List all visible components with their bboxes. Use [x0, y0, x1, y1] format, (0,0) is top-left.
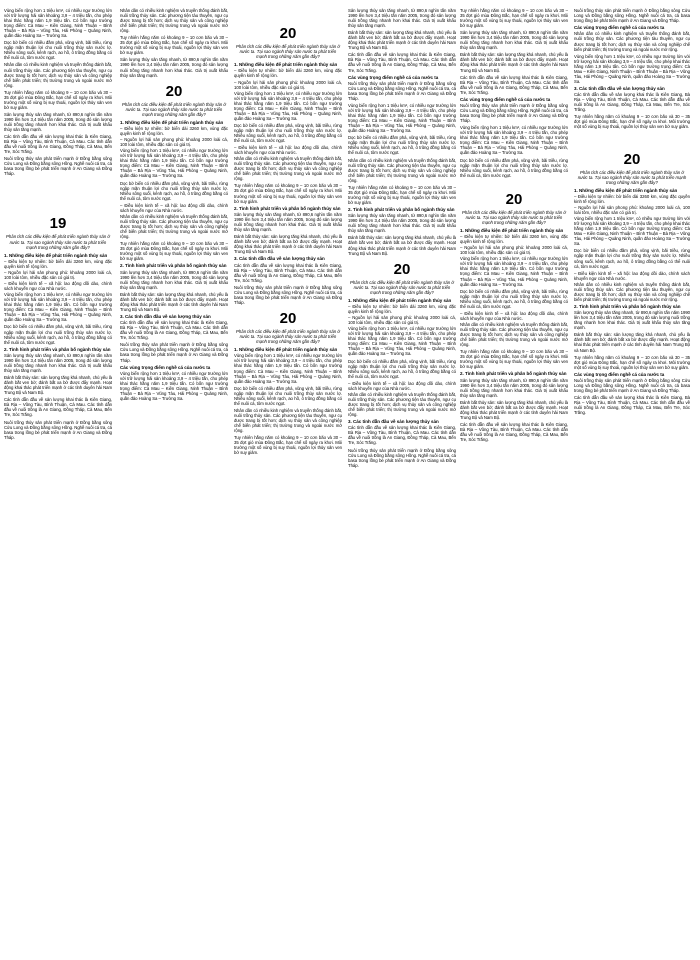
- paragraph: Vùng biển rộng hơn 1 triệu km², có nhiều ngư trường lớn với trữ lượng hải sản khoảng 3,9 – 4 triệu tấn, cho phép khai thác hằng năm 1,9 triệu tấn. Có bốn ngư trường trọng điểm: Cà Mau – Kiên Giang, Ninh Thuận – Bình Thuận – Bà Rịa – Vũng Tàu, Hải Phòng – Quảng Ninh, quần đảo Hoàng Sa – Trường Sa.: [4, 292, 112, 323]
- paragraph: Dọc bờ biển có nhiều đầm phá, vũng vịnh, bãi triều, rừng ngập mặn thuận lợi cho nuôi trồng thủy sản nước lợ. Nhiều sông suối, kênh rạch, ao hồ, ô trũng đồng bằng có thể nuôi cá, tôm nước ngọt.: [234, 122, 342, 144]
- column-2: [120, 8, 228, 956]
- section-heading: 1. Những điều kiện để phát triển ngành thủy sản: [234, 62, 338, 68]
- paragraph: Tuy nhiên hằng năm có khoảng 9 – 10 cơn bão và 30 – 35 đợt gió mùa Đông Bắc, hạn chế số ngày ra khơi. Môi trường một số vùng bị suy thoái, nguồn lợi thủy sản ven bờ suy giảm.: [234, 435, 342, 456]
- paragraph: Tuy nhiên hằng năm có khoảng 9 – 10 cơn bão và 30 – 35 đợt gió mùa Đông Bắc, hạn chế số ngày ra khơi. Môi trường một số vùng bị suy thoái, nguồn lợi thủy sản ven bờ suy giảm.: [574, 114, 690, 130]
- column-1: [4, 8, 112, 956]
- list-item: – Điều kiện tự nhiên: bờ biển dài 3260 km, vùng đặc quyền kinh tế rộng lớn.: [234, 68, 342, 79]
- list-item: – Nguồn lợi hải sản phong phú: khoảng 2000 loài cá, 100 loài tôm, nhiều đặc sản có giá trị.: [120, 137, 228, 148]
- section-intro: Phân tích các điều kiện để phát triển ngành thủy sản ở nước ta. Tại sao ngành thủy sản nước ta phát triển mạnh trong những năm gần đây?: [462, 209, 566, 225]
- list-item: – Điều kiện kinh tế – xã hội: lao động dồi dào, chính sách khuyến ngư của Nhà nước.: [120, 202, 228, 213]
- column-4: [348, 8, 456, 956]
- section-heading: Các vùng trọng điểm nghề cá của nước ta: [574, 25, 665, 31]
- list-item: – Điều kiện tự nhiên: bờ biển dài 3260 km, vùng đặc quyền kinh tế rộng lớn.: [574, 193, 690, 205]
- paragraph: Nhân dân có nhiều kinh nghiệm và truyền thống đánh bắt, nuôi trồng thủy sản. Các phương tiện tàu thuyền, ngư cụ được trang bị tốt hơn; dịch vụ thủy sản và công nghiệp chế biến phát triển; thị trường trong và ngoài nước mở rộng.: [234, 156, 342, 182]
- paragraph: Sản lượng thủy sản tăng nhanh, từ 890,6 nghìn tấn năm 1990 lên hơn 3,4 triệu tấn năm 2005, trong đó sản lượng nuôi trồng tăng nhanh hơn khai thác. Giá trị xuất khẩu thủy sản tăng mạnh.: [460, 377, 568, 398]
- section-heading: Các vùng trọng điểm nghề cá của nước ta: [574, 371, 665, 377]
- section-heading: 1. Những điều kiện để phát triển ngành thủy sản: [4, 252, 108, 258]
- paragraph: Vùng biển rộng hơn 1 triệu km², có nhiều ngư trường lớn với trữ lượng hải sản khoảng 3,9 – 4 triệu tấn, cho phép khai thác hằng năm 1,9 triệu tấn. Có bốn ngư trường trọng điểm: Cà Mau – Kiên Giang, Ninh Thuận – Bình Thuận – Bà Rịa – Vũng Tàu, Hải Phòng – Quảng Ninh, quần đảo Hoàng Sa – Trường Sa.: [348, 326, 456, 357]
- paragraph: Tuy nhiên hằng năm có khoảng 9 – 10 cơn bão và 30 – 35 đợt gió mùa Đông Bắc, hạn chế số ngày ra khơi. Môi trường một số vùng bị suy thoái, nguồn lợi thủy sản ven bờ suy giảm.: [574, 354, 690, 370]
- section-heading: 1. Những điều kiện để phát triển ngành thủy sản: [574, 187, 678, 193]
- paragraph: Nuôi trồng thủy sản phát triển mạnh ở Đồng bằng sông Cửu Long và Đồng bằng sông Hồng. Nghề nuôi cá tra, cá basa trong lồng bè phát triển mạnh ở An Giang và Đồng Tháp.: [234, 284, 342, 305]
- list-item: – Nguồn lợi hải sản phong phú: khoảng 2000 loài cá, 100 loài tôm, nhiều đặc sản có giá trị.: [4, 269, 112, 281]
- paragraph: Đánh bắt thủy sản: sản lượng tăng khá nhanh, chủ yếu là đánh bắt ven bờ; đánh bắt xa bờ được đẩy mạnh. Hoạt động khai thác phát triển mạnh ở các tỉnh duyên hải Nam Trung Bộ và Nam Bộ.: [460, 399, 568, 420]
- paragraph: Các tỉnh dẫn đầu về sản lượng khai thác là Kiên Giang, Bà Rịa – Vũng Tàu, Bình Thuận, Cà Mau. Các tỉnh dẫn đầu về nuôi trồng là An Giang, Đồng Tháp, Cà Mau, Bến Tre, Sóc Trăng.: [460, 421, 568, 443]
- column-6: [574, 8, 690, 956]
- section-heading: 2. Tình hình phát triển và phân bố ngành thủy sản: [4, 346, 111, 352]
- column-3: [234, 8, 342, 956]
- section-heading: Các vùng trọng điểm nghề cá của nước ta: [348, 74, 439, 80]
- list-item: – Điều kiện tự nhiên: bờ biển dài 3260 km, vùng đặc quyền kinh tế rộng lớn.: [4, 258, 112, 269]
- paragraph: Dọc bờ biển có nhiều đầm phá, vũng vịnh, bãi triều, rừng ngập mặn thuận lợi cho nuôi trồng thủy sản nước lợ. Nhiều sông suối, kênh rạch, ao hồ, ô trũng đồng bằng có thể nuôi cá, tôm nước ngọt.: [348, 135, 456, 156]
- paragraph: Nhân dân có nhiều kinh nghiệm và truyền thống đánh bắt, nuôi trồng thủy sản. Các phương tiện tàu thuyền, ngư cụ được trang bị tốt hơn; dịch vụ thủy sản và công nghiệp chế biến phát triển; thị trường trong và ngoài nước mở rộng.: [120, 213, 228, 239]
- paragraph: Vùng biển rộng hơn 1 triệu km², có nhiều ngư trường lớn với trữ lượng hải sản khoảng 3,9 – 4 triệu tấn, cho phép khai thác hằng năm 1,9 triệu tấn. Có bốn ngư trường trọng điểm: Cà Mau – Kiên Giang, Ninh Thuận – Bình Thuận – Bà Rịa – Vũng Tàu, Hải Phòng – Quảng Ninh, quần đảo Hoàng Sa – Trường Sa.: [120, 148, 228, 179]
- section-heading: 1. Những điều kiện để phát triển ngành thủy sản: [234, 347, 338, 353]
- section-number: 20: [165, 82, 183, 100]
- paragraph: Tuy nhiên hằng năm có khoảng 9 – 10 cơn bão và 30 – 35 đợt gió mùa Đông Bắc, hạn chế số ngày ra khơi. Môi trường một số vùng bị suy thoái, nguồn lợi thủy sản ven bờ suy giảm.: [348, 184, 456, 205]
- paragraph: Đánh bắt thủy sản: sản lượng tăng khá nhanh, chủ yếu là đánh bắt ven bờ; đánh bắt xa bờ được đẩy mạnh. Hoạt động khai thác phát triển mạnh ở các tỉnh duyên hải Nam Trung Bộ và Nam Bộ.: [234, 234, 342, 255]
- paragraph: Tuy nhiên hằng năm có khoảng 9 – 10 cơn bão và 30 – 35 đợt gió mùa Đông Bắc, hạn chế số ngày ra khơi. Môi trường một số vùng bị suy thoái, nguồn lợi thủy sản ven bờ suy giảm.: [120, 35, 228, 56]
- list-item: – Điều kiện tự nhiên: bờ biển dài 3260 km, vùng đặc quyền kinh tế rộng lớn.: [460, 234, 568, 245]
- paragraph: Các tỉnh dẫn đầu về sản lượng khai thác là Kiên Giang, Bà Rịa – Vũng Tàu, Bình Thuận, Cà Mau. Các tỉnh dẫn đầu về nuôi trồng là An Giang, Đồng Tháp, Cà Mau, Bến Tre, Sóc Trăng.: [234, 262, 342, 283]
- section-number: 20: [279, 309, 297, 327]
- paragraph: Nhân dân có nhiều kinh nghiệm và truyền thống đánh bắt, nuôi trồng thủy sản. Các phương tiện tàu thuyền, ngư cụ được trang bị tốt hơn; dịch vụ thủy sản và công nghiệp chế biến phát triển; thị trường trong và ngoài nước mở rộng.: [4, 62, 112, 88]
- paragraph: Vùng biển rộng hơn 1 triệu km², có nhiều ngư trường lớn với trữ lượng hải sản khoảng 3,9 – 4 triệu tấn, cho phép khai thác hằng năm 1,9 triệu tấn. Có bốn ngư trường trọng điểm: Cà Mau – Kiên Giang, Ninh Thuận – Bình Thuận – Bà Rịa – Vũng Tàu, Hải Phòng – Quảng Ninh, quần đảo Hoàng Sa – Trường Sa.: [460, 125, 568, 156]
- list-item: – Nguồn lợi hải sản phong phú: khoảng 2000 loài cá, 100 loài tôm, nhiều đặc sản có giá trị.: [348, 315, 456, 326]
- section-number: 19: [49, 215, 67, 233]
- paragraph: Đánh bắt thủy sản: sản lượng tăng khá nhanh, chủ yếu là đánh bắt ven bờ; đánh bắt xa bờ được đẩy mạnh. Hoạt động khai thác phát triển mạnh ở các tỉnh duyên hải Nam Trung Bộ và Nam Bộ.: [348, 30, 456, 51]
- section-intro: Phân tích các điều kiện để phát triển ngành thủy sản ở nước ta. Tại sao ngành thủy sản nước ta phát triển mạnh trong những năm gần đây?: [6, 234, 110, 250]
- section-heading: 3. Các tỉnh dẫn đầu về sản lượng thủy sản: [120, 313, 211, 319]
- paragraph: Các tỉnh dẫn đầu về sản lượng khai thác là Kiên Giang, Bà Rịa – Vũng Tàu, Bình Thuận, Cà Mau. Các tỉnh dẫn đầu về nuôi trồng là An Giang, Đồng Tháp, Cà Mau, Bến Tre, Sóc Trăng.: [574, 395, 690, 416]
- section-heading: 2. Tình hình phát triển và phân bố ngành thủy sản: [234, 205, 341, 211]
- paragraph: Nhân dân có nhiều kinh nghiệm và truyền thống đánh bắt, nuôi trồng thủy sản. Các phương tiện tàu thuyền, ngư cụ được trang bị tốt hơn; dịch vụ thủy sản và công nghiệp chế biến phát triển; thị trường trong và ngoài nước mở rộng.: [574, 31, 690, 52]
- paragraph: Dọc bờ biển có nhiều đầm phá, vũng vịnh, bãi triều, rừng ngập mặn thuận lợi cho nuôi trồng thủy sản nước lợ. Nhiều sông suối, kênh rạch, ao hồ, ô trũng đồng bằng có thể nuôi cá, tôm nước ngọt.: [120, 180, 228, 201]
- paragraph: Vùng biển rộng hơn 1 triệu km², có nhiều ngư trường lớn với trữ lượng hải sản khoảng 3,9 – 4 triệu tấn, cho phép khai thác hằng năm 1,9 triệu tấn. Có bốn ngư trường trọng điểm: Cà Mau – Kiên Giang, Ninh Thuận – Bình Thuận – Bà Rịa – Vũng Tàu, Hải Phòng – Quảng Ninh, quần đảo Hoàng Sa – Trường Sa.: [234, 90, 342, 121]
- paragraph: Các tỉnh dẫn đầu về sản lượng khai thác là Kiên Giang, Bà Rịa – Vũng Tàu, Bình Thuận, Cà Mau. Các tỉnh dẫn đầu về nuôi trồng là An Giang, Đồng Tháp, Cà Mau, Bến Tre, Sóc Trăng.: [574, 92, 690, 113]
- paragraph: Sản lượng thủy sản tăng nhanh, từ 890,6 nghìn tấn năm 1990 lên hơn 3,4 triệu tấn năm 2005, trong đó sản lượng nuôi trồng tăng nhanh hơn khai thác. Giá trị xuất khẩu thủy sản tăng mạnh.: [460, 30, 568, 51]
- paragraph: Sản lượng thủy sản tăng nhanh, từ 890,6 nghìn tấn năm 1990 lên hơn 3,4 triệu tấn năm 2005, trong đó sản lượng nuôi trồng tăng nhanh hơn khai thác. Giá trị xuất khẩu thủy sản tăng mạnh.: [4, 352, 112, 374]
- paragraph: Tuy nhiên hằng năm có khoảng 9 – 10 cơn bão và 30 – 35 đợt gió mùa Đông Bắc, hạn chế số ngày ra khơi. Môi trường một số vùng bị suy thoái, nguồn lợi thủy sản ven bờ suy giảm.: [4, 89, 112, 110]
- paragraph: Dọc bờ biển có nhiều đầm phá, vũng vịnh, bãi triều, rừng ngập mặn thuận lợi cho nuôi trồng thủy sản nước lợ. Nhiều sông suối, kênh rạch, ao hồ, ô trũng đồng bằng có thể nuôi cá, tôm nước ngọt.: [574, 248, 690, 269]
- list-item: – Điều kiện kinh tế – xã hội: lao động dồi dào, chính sách khuyến ngư của Nhà nước.: [4, 281, 112, 292]
- paragraph: Vùng biển rộng hơn 1 triệu km², có nhiều ngư trường lớn với trữ lượng hải sản khoảng 3,9 – 4 triệu tấn, cho phép khai thác hằng năm 1,9 triệu tấn. Có bốn ngư trường trọng điểm: Cà Mau – Kiên Giang, Ninh Thuận – Bình Thuận – Bà Rịa – Vũng Tàu, Hải Phòng – Quảng Ninh, quần đảo Hoàng Sa – Trường Sa.: [574, 216, 690, 247]
- paragraph: Đánh bắt thủy sản: sản lượng tăng khá nhanh, chủ yếu là đánh bắt ven bờ; đánh bắt xa bờ được đẩy mạnh. Hoạt động khai thác phát triển mạnh ở các tỉnh duyên hải Nam Trung Bộ và Nam Bộ.: [4, 375, 112, 396]
- paragraph: Dọc bờ biển có nhiều đầm phá, vũng vịnh, bãi triều, rừng ngập mặn thuận lợi cho nuôi trồng thủy sản nước lợ. Nhiều sông suối, kênh rạch, ao hồ, ô trũng đồng bằng có thể nuôi cá, tôm nước ngọt.: [4, 40, 112, 61]
- section-heading: 2. Tình hình phát triển và phân bố ngành thủy sản: [460, 371, 567, 377]
- paragraph: Nhân dân có nhiều kinh nghiệm và truyền thống đánh bắt, nuôi trồng thủy sản. Các phương tiện tàu thuyền, ngư cụ được trang bị tốt hơn; dịch vụ thủy sản và công nghiệp chế biến phát triển; thị trường trong và ngoài nước mở rộng.: [348, 391, 456, 417]
- section-heading: Các vùng trọng điểm nghề cá của nước ta: [460, 96, 551, 102]
- list-item: – Điều kiện kinh tế – xã hội: lao động dồi dào, chính sách khuyến ngư của Nhà nước.: [460, 310, 568, 321]
- section-heading: 2. Tình hình phát triển và phân bố ngành thủy sản: [120, 263, 227, 269]
- paragraph: Đánh bắt thủy sản: sản lượng tăng khá nhanh, chủ yếu là đánh bắt ven bờ; đánh bắt xa bờ được đẩy mạnh. Hoạt động khai thác phát triển mạnh ở các tỉnh duyên hải Nam Trung Bộ và Nam Bộ.: [574, 332, 690, 353]
- list-item: – Nguồn lợi hải sản phong phú: khoảng 2000 loài cá, 100 loài tôm, nhiều đặc sản có giá trị.: [460, 245, 568, 256]
- paragraph: Nuôi trồng thủy sản phát triển mạnh ở Đồng bằng sông Cửu Long và Đồng bằng sông Hồng. Nghề nuôi cá tra, cá basa trong lồng bè phát triển mạnh ở An Giang và Đồng Tháp.: [574, 378, 690, 394]
- paragraph: Nuôi trồng thủy sản phát triển mạnh ở Đồng bằng sông Cửu Long và Đồng bằng sông Hồng. Nghề nuôi cá tra, cá basa trong lồng bè phát triển mạnh ở An Giang và Đồng Tháp.: [120, 342, 228, 363]
- section-heading: 3. Các tỉnh dẫn đầu về sản lượng thủy sản: [348, 419, 439, 425]
- section-heading: 1. Những điều kiện để phát triển ngành thủy sản: [348, 297, 452, 303]
- paragraph: Tuy nhiên hằng năm có khoảng 9 – 10 cơn bão và 30 – 35 đợt gió mùa Đông Bắc, hạn chế số ngày ra khơi. Môi trường một số vùng bị suy thoái, nguồn lợi thủy sản ven bờ suy giảm.: [120, 241, 228, 262]
- column-5: [460, 8, 568, 956]
- list-item: – Điều kiện tự nhiên: bờ biển dài 3260 km, vùng đặc quyền kinh tế rộng lớn.: [348, 304, 456, 315]
- section-heading: 3. Các tỉnh dẫn đầu về sản lượng thủy sản: [574, 85, 665, 91]
- paragraph: Đánh bắt thủy sản: sản lượng tăng khá nhanh, chủ yếu là đánh bắt ven bờ; đánh bắt xa bờ được đẩy mạnh. Hoạt động khai thác phát triển mạnh ở các tỉnh duyên hải Nam Trung Bộ và Nam Bộ.: [120, 291, 228, 312]
- paragraph: Dọc bờ biển có nhiều đầm phá, vũng vịnh, bãi triều, rừng ngập mặn thuận lợi cho nuôi trồng thủy sản nước lợ. Nhiều sông suối, kênh rạch, ao hồ, ô trũng đồng bằng có thể nuôi cá, tôm nước ngọt.: [4, 324, 112, 345]
- paragraph: Nhân dân có nhiều kinh nghiệm và truyền thống đánh bắt, nuôi trồng thủy sản. Các phương tiện tàu thuyền, ngư cụ được trang bị tốt hơn; dịch vụ thủy sản và công nghiệp chế biến phát triển; thị trường trong và ngoài nước mở rộng.: [574, 281, 690, 302]
- section-number: 20: [505, 190, 523, 208]
- paragraph: Các tỉnh dẫn đầu về sản lượng khai thác là Kiên Giang, Bà Rịa – Vũng Tàu, Bình Thuận, Cà Mau. Các tỉnh dẫn đầu về nuôi trồng là An Giang, Đồng Tháp, Cà Mau, Bến Tre, Sóc Trăng.: [348, 52, 456, 73]
- section-number: 20: [393, 260, 411, 278]
- paragraph: Nhân dân có nhiều kinh nghiệm và truyền thống đánh bắt, nuôi trồng thủy sản. Các phương tiện tàu thuyền, ngư cụ được trang bị tốt hơn; dịch vụ thủy sản và công nghiệp chế biến phát triển; thị trường trong và ngoài nước mở rộng.: [234, 407, 342, 434]
- paragraph: Đánh bắt thủy sản: sản lượng tăng khá nhanh, chủ yếu là đánh bắt ven bờ; đánh bắt xa bờ được đẩy mạnh. Hoạt động khai thác phát triển mạnh ở các tỉnh duyên hải Nam Trung Bộ và Nam Bộ.: [460, 52, 568, 73]
- section-heading: 2. Tình hình phát triển và phân bố ngành thủy sản: [574, 303, 681, 309]
- paragraph: Vùng biển rộng hơn 1 triệu km², có nhiều ngư trường lớn với trữ lượng hải sản khoảng 3,9 – 4 triệu tấn, cho phép khai thác hằng năm 1,9 triệu tấn. Có bốn ngư trường trọng điểm: Cà Mau – Kiên Giang, Ninh Thuận – Bình Thuận – Bà Rịa – Vũng Tàu, Hải Phòng – Quảng Ninh, quần đảo Hoàng Sa – Trường Sa.: [4, 8, 112, 39]
- paragraph: Dọc bờ biển có nhiều đầm phá, vũng vịnh, bãi triều, rừng ngập mặn thuận lợi cho nuôi trồng thủy sản nước lợ. Nhiều sông suối, kênh rạch, ao hồ, ô trũng đồng bằng có thể nuôi cá, tôm nước ngọt.: [460, 157, 568, 178]
- paragraph: Nuôi trồng thủy sản phát triển mạnh ở Đồng bằng sông Cửu Long và Đồng bằng sông Hồng. Nghề nuôi cá tra, cá basa trong lồng bè phát triển mạnh ở An Giang và Đồng Tháp.: [4, 419, 112, 440]
- paragraph: Nuôi trồng thủy sản phát triển mạnh ở Đồng bằng sông Cửu Long và Đồng bằng sông Hồng. Nghề nuôi cá tra, cá basa trong lồng bè phát triển mạnh ở An Giang và Đồng Tháp.: [4, 156, 112, 177]
- paragraph: Nhân dân có nhiều kinh nghiệm và truyền thống đánh bắt, nuôi trồng thủy sản. Các phương tiện tàu thuyền, ngư cụ được trang bị tốt hơn; dịch vụ thủy sản và công nghiệp chế biến phát triển; thị trường trong và ngoài nước mở rộng.: [460, 321, 568, 348]
- section-number: 20: [279, 25, 297, 42]
- paragraph: Nhân dân có nhiều kinh nghiệm và truyền thống đánh bắt, nuôi trồng thủy sản. Các phương tiện tàu thuyền, ngư cụ được trang bị tốt hơn; dịch vụ thủy sản và công nghiệp chế biến phát triển; thị trường trong và ngoài nước mở rộng.: [348, 157, 456, 183]
- paragraph: Nuôi trồng thủy sản phát triển mạnh ở Đồng bằng sông Cửu Long và Đồng bằng sông Hồng. Nghề nuôi cá tra, cá basa trong lồng bè phát triển mạnh ở An Giang và Đồng Tháp.: [460, 103, 568, 124]
- section-heading: Các vùng trọng điểm nghề cá của nước ta: [120, 364, 211, 370]
- section-intro: Phân tích các điều kiện để phát triển ngành thủy sản ở nước ta. Tại sao ngành thủy sản nước ta phát triển mạnh trong những năm gần đây?: [236, 44, 340, 60]
- paragraph: Các tỉnh dẫn đầu về sản lượng khai thác là Kiên Giang, Bà Rịa – Vũng Tàu, Bình Thuận, Cà Mau. Các tỉnh dẫn đầu về nuôi trồng là An Giang, Đồng Tháp, Cà Mau, Bến Tre, Sóc Trăng.: [460, 74, 568, 95]
- section-heading: 1. Những điều kiện để phát triển ngành thủy sản: [120, 119, 224, 125]
- section-intro: Phân tích các điều kiện để phát triển ngành thủy sản ở nước ta. Tại sao ngành thủy sản nước ta phát triển mạnh trong những năm gần đây?: [236, 328, 340, 345]
- paragraph: Dọc bờ biển có nhiều đầm phá, vũng vịnh, bãi triều, rừng ngập mặn thuận lợi cho nuôi trồng thủy sản nước lợ. Nhiều sông suối, kênh rạch, ao hồ, ô trũng đồng bằng có thể nuôi cá, tôm nước ngọt.: [234, 385, 342, 406]
- paragraph: Các tỉnh dẫn đầu về sản lượng khai thác là Kiên Giang, Bà Rịa – Vũng Tàu, Bình Thuận, Cà Mau. Các tỉnh dẫn đầu về nuôi trồng là An Giang, Đồng Tháp, Cà Mau, Bến Tre, Sóc Trăng.: [120, 320, 228, 341]
- paragraph: Tuy nhiên hằng năm có khoảng 9 – 10 cơn bão và 30 – 35 đợt gió mùa Đông Bắc, hạn chế số ngày ra khơi. Môi trường một số vùng bị suy thoái, nguồn lợi thủy sản ven bờ suy giảm.: [460, 8, 568, 29]
- section-number: 20: [623, 150, 641, 168]
- list-item: – Nguồn lợi hải sản phong phú: khoảng 2000 loài cá, 100 loài tôm, nhiều đặc sản có giá trị.: [574, 205, 690, 216]
- section-intro: Phân tích các điều kiện để phát triển ngành thủy sản ở nước ta. Tại sao ngành thủy sản nước ta phát triển mạnh trong những năm gần đây?: [577, 169, 687, 185]
- paragraph: Sản lượng thủy sản tăng nhanh, từ 890,6 nghìn tấn năm 1990 lên hơn 3,4 triệu tấn năm 2005, trong đó sản lượng nuôi trồng tăng nhanh hơn khai thác. Giá trị xuất khẩu thủy sản tăng mạnh.: [4, 111, 112, 133]
- paragraph: Sản lượng thủy sản tăng nhanh, từ 890,6 nghìn tấn năm 1990 lên hơn 3,4 triệu tấn năm 2005, trong đó sản lượng nuôi trồng tăng nhanh hơn khai thác. Giá trị xuất khẩu thủy sản tăng mạnh.: [234, 211, 342, 233]
- section-heading: 2. Tình hình phát triển và phân bố ngành thủy sản: [348, 206, 455, 212]
- list-item: – Điều kiện kinh tế – xã hội: lao động dồi dào, chính sách khuyến ngư của Nhà nước.: [234, 145, 342, 156]
- list-item: – Điều kiện tự nhiên: bờ biển dài 3260 km, vùng đặc quyền kinh tế rộng lớn.: [120, 126, 228, 137]
- paragraph: Nuôi trồng thủy sản phát triển mạnh ở Đồng bằng sông Cửu Long và Đồng bằng sông Hồng. Nghề nuôi cá tra, cá basa trong lồng bè phát triển mạnh ở An Giang và Đồng Tháp.: [348, 80, 456, 101]
- paragraph: Sản lượng thủy sản tăng nhanh, từ 890,6 nghìn tấn năm 1990 lên hơn 3,4 triệu tấn năm 2005, trong đó sản lượng nuôi trồng tăng nhanh hơn khai thác. Giá trị xuất khẩu thủy sản tăng mạnh.: [348, 8, 456, 29]
- paragraph: Sản lượng thủy sản tăng nhanh, từ 890,6 nghìn tấn năm 1990 lên hơn 3,4 triệu tấn năm 2005, trong đó sản lượng nuôi trồng tăng nhanh hơn khai thác. Giá trị xuất khẩu thủy sản tăng mạnh.: [120, 57, 228, 78]
- paragraph: Nhân dân có nhiều kinh nghiệm và truyền thống đánh bắt, nuôi trồng thủy sản. Các phương tiện tàu thuyền, ngư cụ được trang bị tốt hơn; dịch vụ thủy sản và công nghiệp chế biến phát triển; thị trường trong và ngoài nước mở rộng.: [120, 8, 228, 34]
- paragraph: Các tỉnh dẫn đầu về sản lượng khai thác là Kiên Giang, Bà Rịa – Vũng Tàu, Bình Thuận, Cà Mau. Các tỉnh dẫn đầu về nuôi trồng là An Giang, Đồng Tháp, Cà Mau, Bến Tre, Sóc Trăng.: [4, 397, 112, 418]
- paragraph: Sản lượng thủy sản tăng nhanh, từ 890,6 nghìn tấn năm 1990 lên hơn 3,4 triệu tấn năm 2005, trong đó sản lượng nuôi trồng tăng nhanh hơn khai thác. Giá trị xuất khẩu thủy sản tăng mạnh.: [348, 213, 456, 234]
- paragraph: Nuôi trồng thủy sản phát triển mạnh ở Đồng bằng sông Cửu Long và Đồng bằng sông Hồng. Nghề nuôi cá tra, cá basa trong lồng bè phát triển mạnh ở An Giang và Đồng Tháp.: [348, 447, 456, 468]
- list-item: – Điều kiện kinh tế – xã hội: lao động dồi dào, chính sách khuyến ngư của Nhà nước.: [574, 270, 690, 281]
- paragraph: Vùng biển rộng hơn 1 triệu km², có nhiều ngư trường lớn với trữ lượng hải sản khoảng 3,9 – 4 triệu tấn, cho phép khai thác hằng năm 1,9 triệu tấn. Có bốn ngư trường trọng điểm: Cà Mau – Kiên Giang, Ninh Thuận – Bình Thuận – Bà Rịa – Vũng Tàu, Hải Phòng – Quảng Ninh, quần đảo Hoàng Sa – Trường Sa.: [574, 53, 690, 84]
- paragraph: Nuôi trồng thủy sản phát triển mạnh ở Đồng bằng sông Cửu Long và Đồng bằng sông Hồng. Nghề nuôi cá tra, cá basa trong lồng bè phát triển mạnh ở An Giang và Đồng Tháp.: [574, 8, 690, 24]
- paragraph: Các tỉnh dẫn đầu về sản lượng khai thác là Kiên Giang, Bà Rịa – Vũng Tàu, Bình Thuận, Cà Mau. Các tỉnh dẫn đầu về nuôi trồng là An Giang, Đồng Tháp, Cà Mau, Bến Tre, Sóc Trăng.: [348, 425, 456, 446]
- paragraph: Vùng biển rộng hơn 1 triệu km², có nhiều ngư trường lớn với trữ lượng hải sản khoảng 3,9 – 4 triệu tấn, cho phép khai thác hằng năm 1,9 triệu tấn. Có bốn ngư trường trọng điểm: Cà Mau – Kiên Giang, Ninh Thuận – Bình Thuận – Bà Rịa – Vũng Tàu, Hải Phòng – Quảng Ninh, quần đảo Hoàng Sa – Trường Sa.: [120, 370, 228, 402]
- paragraph: Sản lượng thủy sản tăng nhanh, từ 890,6 nghìn tấn năm 1990 lên hơn 3,4 triệu tấn năm 2005, trong đó sản lượng nuôi trồng tăng nhanh hơn khai thác. Giá trị xuất khẩu thủy sản tăng mạnh.: [574, 310, 690, 331]
- list-item: – Điều kiện kinh tế – xã hội: lao động dồi dào, chính sách khuyến ngư của Nhà nước.: [348, 380, 456, 391]
- paragraph: Dọc bờ biển có nhiều đầm phá, vũng vịnh, bãi triều, rừng ngập mặn thuận lợi cho nuôi trồng thủy sản nước lợ. Nhiều sông suối, kênh rạch, ao hồ, ô trũng đồng bằng có thể nuôi cá, tôm nước ngọt.: [348, 358, 456, 379]
- paragraph: Sản lượng thủy sản tăng nhanh, từ 890,6 nghìn tấn năm 1990 lên hơn 3,4 triệu tấn năm 2005, trong đó sản lượng nuôi trồng tăng nhanh hơn khai thác. Giá trị xuất khẩu thủy sản tăng mạnh.: [120, 269, 228, 290]
- section-intro: Phân tích các điều kiện để phát triển ngành thủy sản ở nước ta. Tại sao ngành thủy sản nước ta phát triển mạnh trong những năm gần đây?: [350, 279, 454, 295]
- section-intro: Phân tích các điều kiện để phát triển ngành thủy sản ở nước ta. Tại sao ngành thủy sản nước ta phát triển mạnh trong những năm gần đây?: [122, 101, 226, 117]
- paragraph: Các tỉnh dẫn đầu về sản lượng khai thác là Kiên Giang, Bà Rịa – Vũng Tàu, Bình Thuận, Cà Mau. Các tỉnh dẫn đầu về nuôi trồng là An Giang, Đồng Tháp, Cà Mau, Bến Tre, Sóc Trăng.: [4, 134, 112, 155]
- paragraph: Dọc bờ biển có nhiều đầm phá, vũng vịnh, bãi triều, rừng ngập mặn thuận lợi cho nuôi trồng thủy sản nước lợ. Nhiều sông suối, kênh rạch, ao hồ, ô trũng đồng bằng có thể nuôi cá, tôm nước ngọt.: [460, 288, 568, 309]
- list-item: – Nguồn lợi hải sản phong phú: khoảng 2000 loài cá, 100 loài tôm, nhiều đặc sản có giá trị.: [234, 79, 342, 90]
- paragraph: Vùng biển rộng hơn 1 triệu km², có nhiều ngư trường lớn với trữ lượng hải sản khoảng 3,9 – 4 triệu tấn, cho phép khai thác hằng năm 1,9 triệu tấn. Có bốn ngư trường trọng điểm: Cà Mau – Kiên Giang, Ninh Thuận – Bình Thuận – Bà Rịa – Vũng Tàu, Hải Phòng – Quảng Ninh, quần đảo Hoàng Sa – Trường Sa.: [348, 103, 456, 134]
- paragraph: Vùng biển rộng hơn 1 triệu km², có nhiều ngư trường lớn với trữ lượng hải sản khoảng 3,9 – 4 triệu tấn, cho phép khai thác hằng năm 1,9 triệu tấn. Có bốn ngư trường trọng điểm: Cà Mau – Kiên Giang, Ninh Thuận – Bình Thuận – Bà Rịa – Vũng Tàu, Hải Phòng – Quảng Ninh, quần đảo Hoàng Sa – Trường Sa.: [234, 353, 342, 384]
- section-heading: 1. Những điều kiện để phát triển ngành thủy sản: [460, 227, 564, 233]
- paragraph: Đánh bắt thủy sản: sản lượng tăng khá nhanh, chủ yếu là đánh bắt ven bờ; đánh bắt xa bờ được đẩy mạnh. Hoạt động khai thác phát triển mạnh ở các tỉnh duyên hải Nam Trung Bộ và Nam Bộ.: [348, 235, 456, 256]
- paragraph: Vùng biển rộng hơn 1 triệu km², có nhiều ngư trường lớn với trữ lượng hải sản khoảng 3,9 – 4 triệu tấn, cho phép khai thác hằng năm 1,9 triệu tấn. Có bốn ngư trường trọng điểm: Cà Mau – Kiên Giang, Ninh Thuận – Bình Thuận – Bà Rịa – Vũng Tàu, Hải Phòng – Quảng Ninh, quần đảo Hoàng Sa – Trường Sa.: [460, 256, 568, 287]
- paragraph: Tuy nhiên hằng năm có khoảng 9 – 10 cơn bão và 30 – 35 đợt gió mùa Đông Bắc, hạn chế số ngày ra khơi. Môi trường một số vùng bị suy thoái, nguồn lợi thủy sản ven bờ suy giảm.: [234, 183, 342, 204]
- section-heading: 3. Các tỉnh dẫn đầu về sản lượng thủy sản: [234, 256, 325, 262]
- paragraph: Tuy nhiên hằng năm có khoảng 9 – 10 cơn bão và 30 – 35 đợt gió mùa Đông Bắc, hạn chế số ngày ra khơi. Môi trường một số vùng bị suy thoái, nguồn lợi thủy sản ven bờ suy giảm.: [460, 349, 568, 370]
